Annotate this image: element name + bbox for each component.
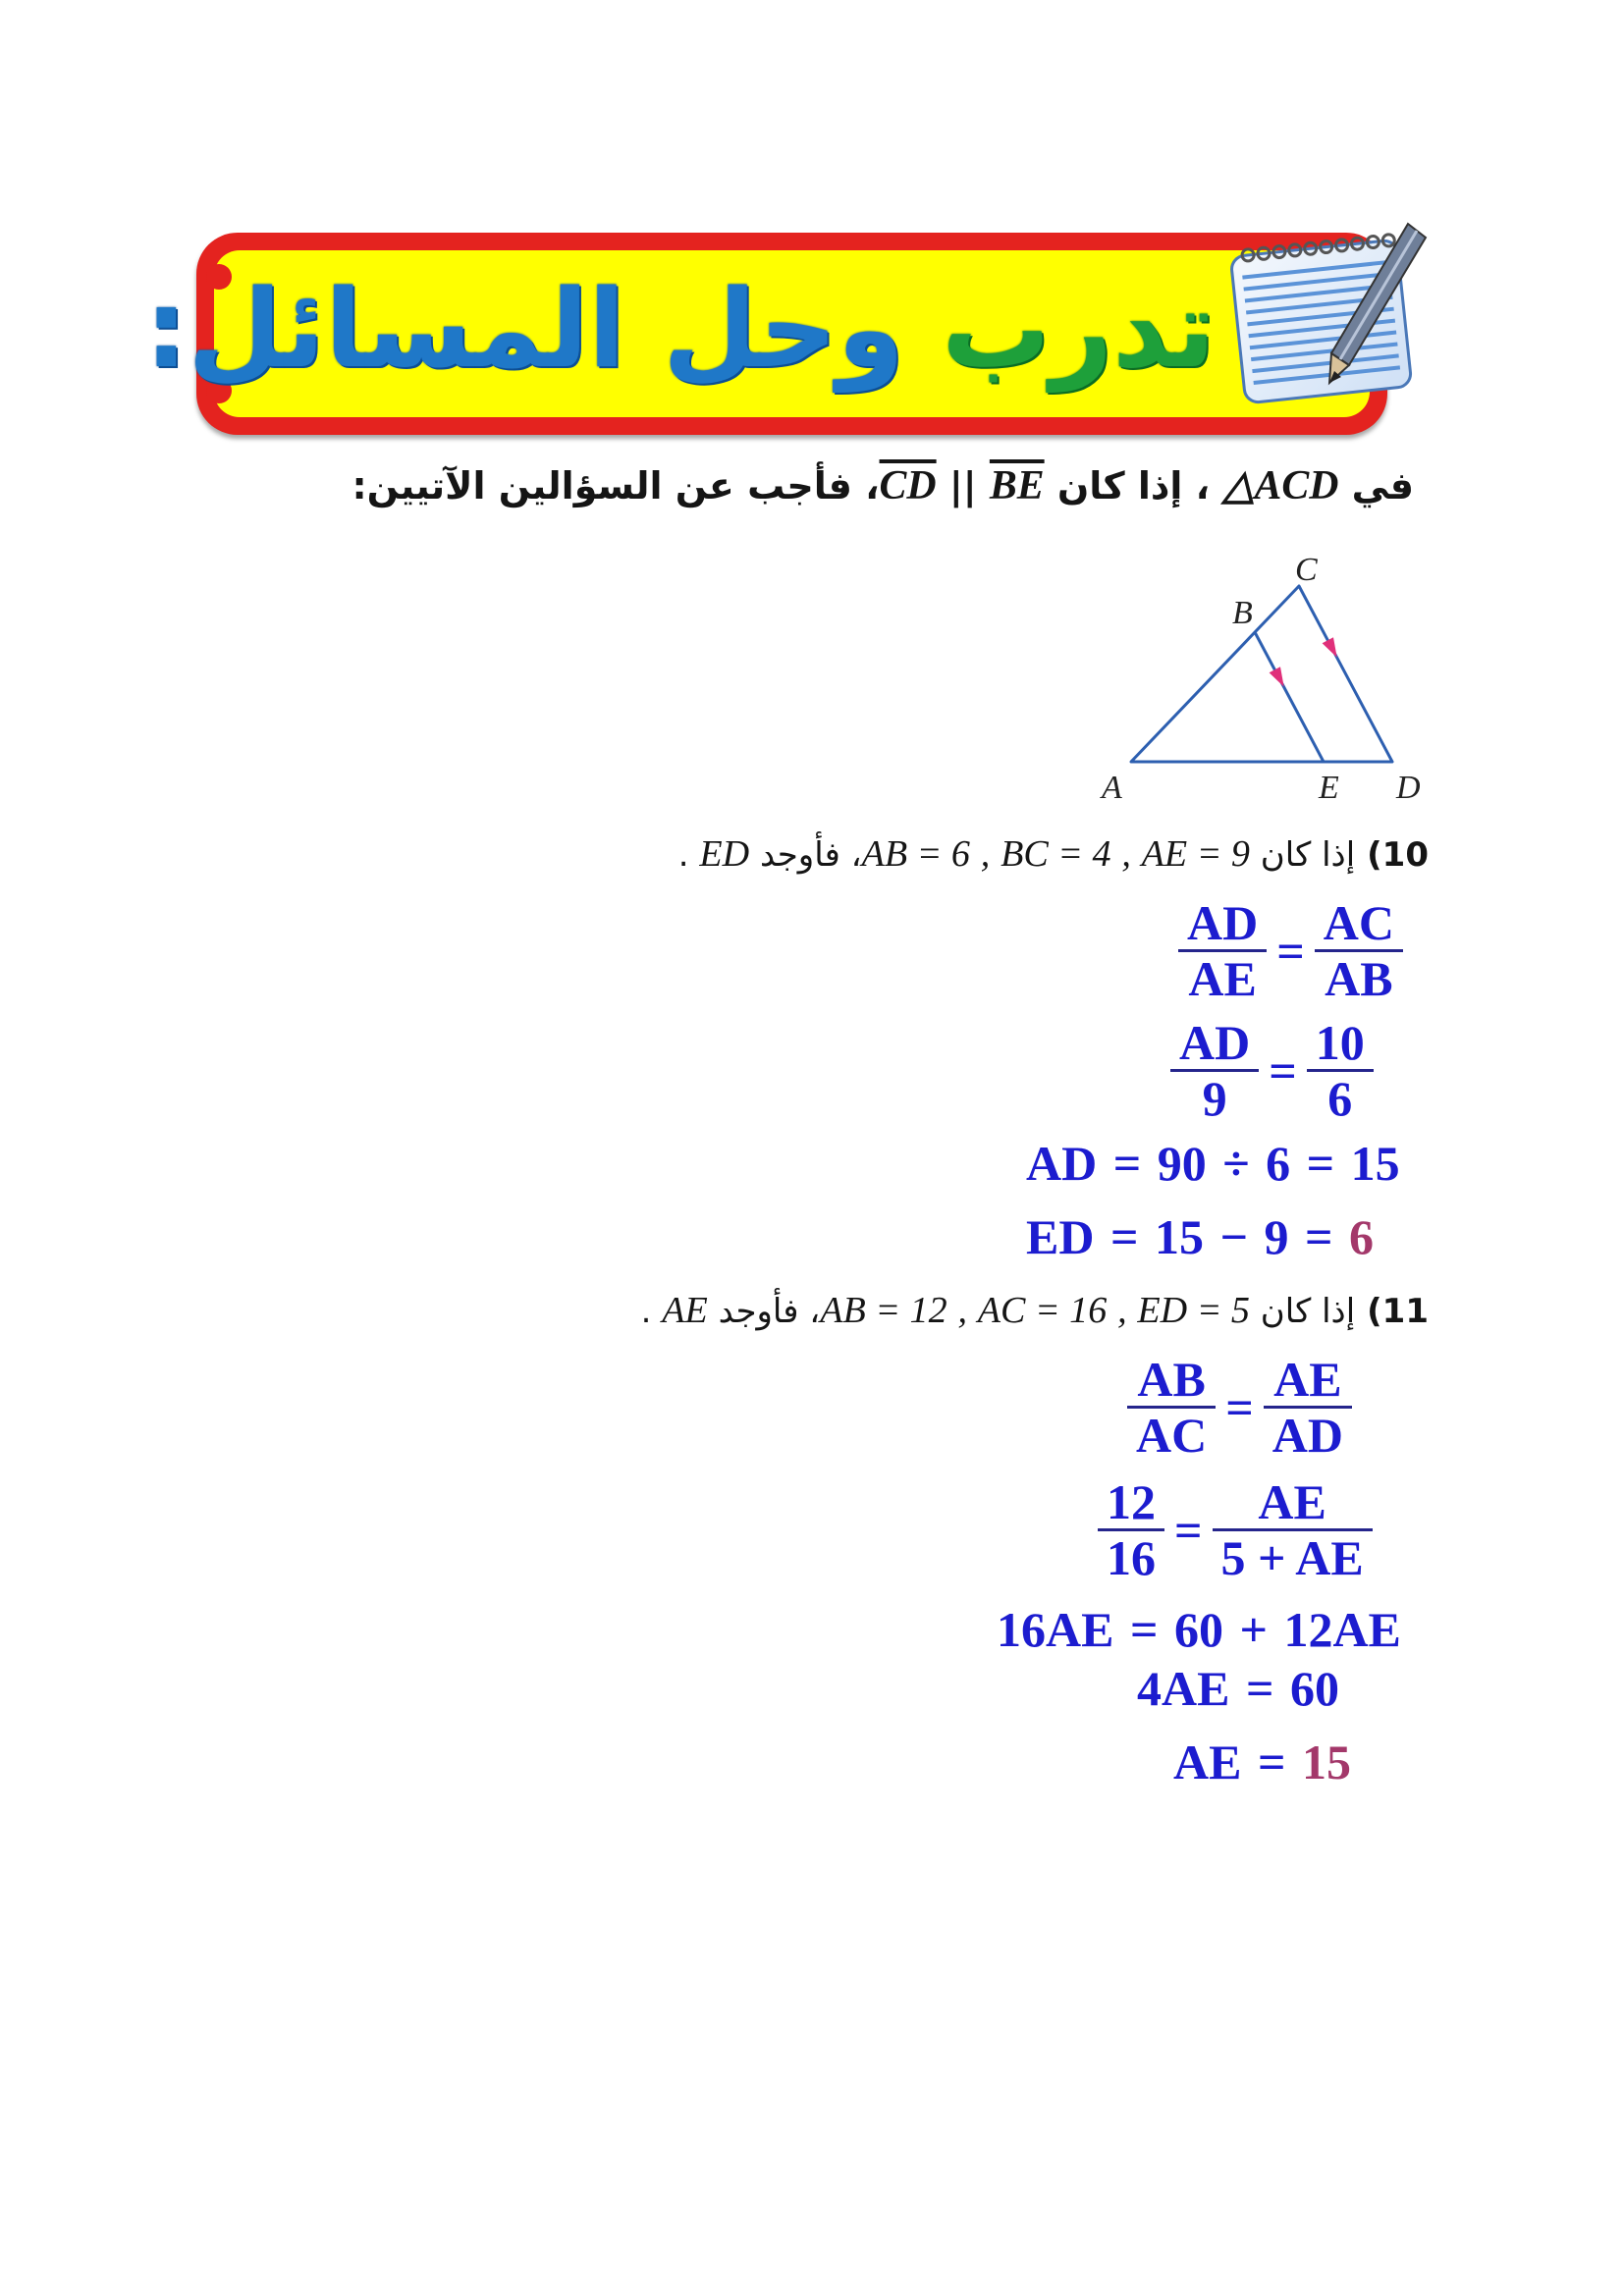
solution-10-substitution xyxy=(1170,1016,1374,1125)
solution-10-step-ad: AD = 90 ÷ 6 = 15 xyxy=(1026,1136,1400,1191)
solution-11-ae-expression: AE = xyxy=(1173,1735,1286,1789)
label-e: E xyxy=(1319,770,1339,805)
triangle-diagram xyxy=(1080,545,1434,805)
intro-if: ، إذا كان xyxy=(1056,464,1211,507)
question-10-sep: , xyxy=(980,833,991,875)
equals-sign: = xyxy=(1174,1502,1203,1558)
banner-title xyxy=(144,233,1216,435)
solution-11-substitution xyxy=(1098,1475,1373,1584)
denominator: 5 + AE xyxy=(1220,1530,1364,1585)
question-10-if: إذا كان xyxy=(1260,835,1356,875)
numerator: 10 xyxy=(1307,1016,1374,1072)
equals-sign: = xyxy=(1225,1379,1254,1435)
denominator: 16 xyxy=(1107,1530,1156,1585)
question-10-find: ، فأوجد xyxy=(759,835,862,875)
fraction xyxy=(1307,1016,1374,1125)
question-10 xyxy=(678,828,1429,881)
intro-prefix: في xyxy=(1351,464,1414,507)
question-10-target: ED xyxy=(699,833,750,875)
label-c: C xyxy=(1295,552,1318,588)
numerator: 12 xyxy=(1098,1475,1164,1531)
parallel-arrow-be xyxy=(1270,667,1284,687)
solution-10-proportion xyxy=(1178,896,1403,1005)
question-11-sep: , xyxy=(1117,1290,1127,1331)
question-11-sep: , xyxy=(957,1290,967,1331)
question-11-find: ، فأوجد xyxy=(718,1292,821,1331)
notepad-pencil-icon xyxy=(1216,218,1436,414)
numerator: AD xyxy=(1178,896,1267,952)
question-11-end: . xyxy=(640,1292,652,1331)
parallel-arrow-cd xyxy=(1323,637,1337,658)
intro-text xyxy=(352,458,1414,513)
fraction xyxy=(1178,896,1267,1005)
solution-11-simplify: 4AE = 60 xyxy=(1137,1661,1339,1716)
solution-10-answer: 6 xyxy=(1348,1209,1374,1264)
banner-title-blue: وحل المسائل: xyxy=(144,266,904,392)
question-11-given-ab: AB = 12 xyxy=(820,1290,947,1331)
denominator: AD xyxy=(1271,1408,1343,1463)
denominator: AB xyxy=(1325,951,1393,1006)
label-b: B xyxy=(1232,595,1253,631)
numerator: AC xyxy=(1315,896,1403,952)
question-10-given-ae: AE = 9 xyxy=(1141,833,1250,875)
numerator: AE xyxy=(1213,1475,1373,1531)
intro-triangle: △ACD xyxy=(1222,463,1339,508)
triangle-acd xyxy=(1131,586,1392,762)
denominator: 6 xyxy=(1327,1071,1353,1126)
question-11-number: (11 xyxy=(1367,1292,1429,1331)
intro-segment-cd: $\overline{CD}$ xyxy=(879,463,937,508)
question-10-given-bc: BC = 4 xyxy=(1001,833,1111,875)
question-10-number: (10 xyxy=(1367,835,1429,875)
solution-10-step-ed xyxy=(1026,1209,1374,1264)
fraction xyxy=(1264,1353,1352,1462)
question-11-if: إذا كان xyxy=(1260,1292,1356,1331)
intro-suffix: ، فأجب عن السؤالين الآتيين: xyxy=(352,464,880,507)
solution-11-result xyxy=(1173,1735,1351,1789)
denominator: 9 xyxy=(1202,1071,1227,1126)
fraction xyxy=(1127,1353,1216,1462)
intro-segment-be: $\overline{BE}$ xyxy=(989,463,1045,508)
numerator: AB xyxy=(1127,1353,1216,1409)
denominator: AC xyxy=(1136,1408,1208,1463)
question-10-sep: , xyxy=(1121,833,1131,875)
fraction xyxy=(1315,896,1403,1005)
fraction xyxy=(1098,1475,1164,1584)
question-10-given-ab: AB = 6 xyxy=(861,833,970,875)
solution-11-answer: 15 xyxy=(1301,1735,1351,1789)
question-11-given-ac: AC = 16 xyxy=(977,1290,1108,1331)
banner-title-green: تدرب xyxy=(942,266,1216,392)
equals-sign: = xyxy=(1269,1042,1297,1098)
numerator: AE xyxy=(1264,1353,1352,1409)
solution-10-ed-expression: ED = 15 − 9 = xyxy=(1026,1209,1333,1264)
equals-sign: = xyxy=(1276,923,1305,979)
fraction xyxy=(1170,1016,1259,1125)
denominator: AE xyxy=(1188,951,1257,1006)
question-11-target: AE xyxy=(662,1290,708,1331)
label-d: D xyxy=(1396,770,1421,805)
segment-be xyxy=(1255,632,1324,762)
fraction xyxy=(1213,1475,1373,1584)
solution-11-cross-multiply: 16AE = 60 + 12AE xyxy=(997,1602,1401,1657)
question-10-end: . xyxy=(677,835,689,875)
label-a: A xyxy=(1102,770,1122,805)
numerator: AD xyxy=(1170,1016,1259,1072)
question-11 xyxy=(641,1285,1429,1337)
question-11-given-ed: ED = 5 xyxy=(1137,1290,1250,1331)
intro-parallel: || xyxy=(948,464,977,507)
solution-11-proportion xyxy=(1127,1353,1352,1462)
